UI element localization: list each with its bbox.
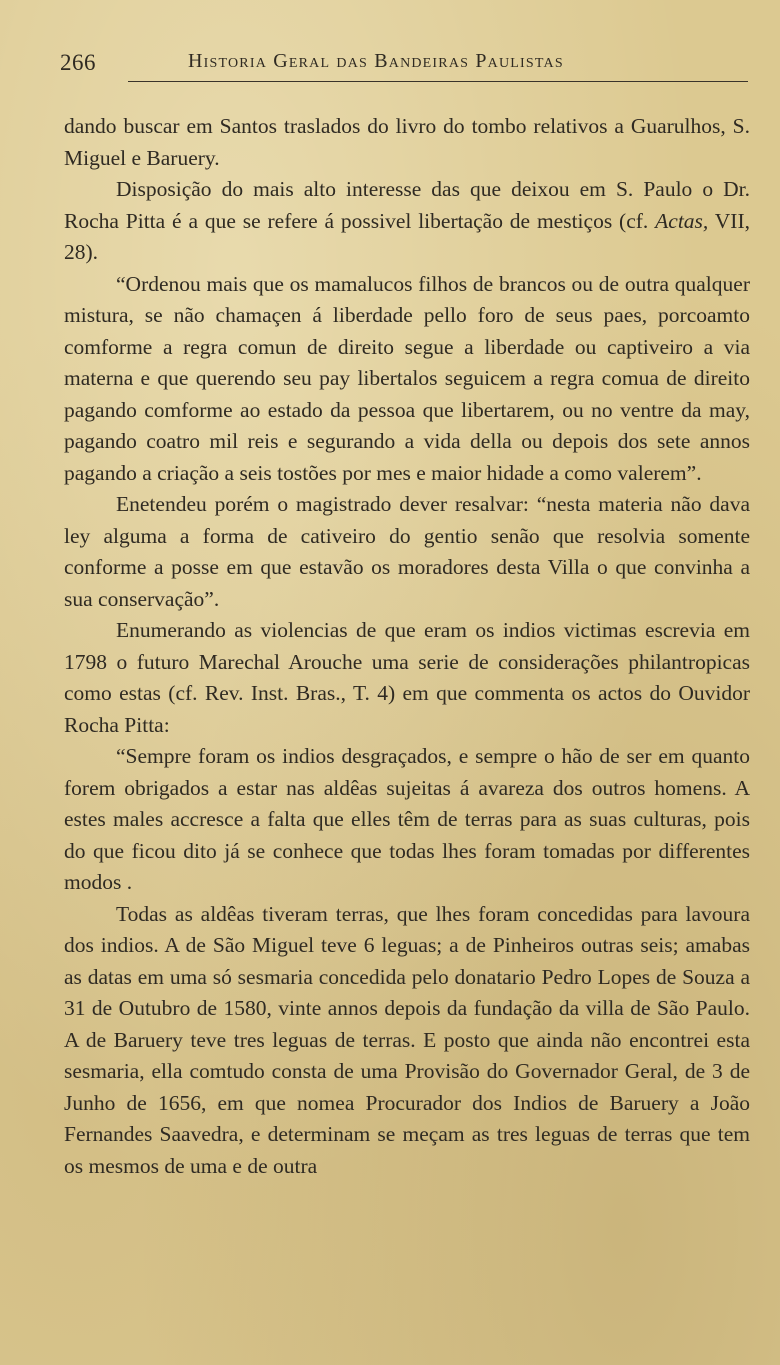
paragraph-quote-sempre: “Sempre foram os indios desgraçados, e sempre o hão de ser em quanto forem obrigados a estar nas aldêas sujeitas á avareza dos outros homens. A estes males accresce a falta que elles têm de terras para as suas culturas, pois do que ficou dito já se conhece que todas lhes foram tomadas por differentes modos . bbox=[64, 744, 750, 894]
paragraph-enetendeu: Enetendeu porém o magistrado dever resalvar: “nesta materia não dava ley alguma a forma de cativeiro do gentio senão que resolvia somente conforme a posse em que estavão os moradores desta Villa o que convinha a sua conservação”. bbox=[64, 492, 750, 611]
header-rule bbox=[128, 81, 748, 82]
running-title: Historia Geral das Bandeiras Paulistas bbox=[188, 50, 564, 72]
paragraph-disposicao bbox=[64, 174, 750, 269]
page-number: 266 bbox=[60, 50, 96, 75]
running-header bbox=[58, 44, 748, 84]
italic-citation: Actas, bbox=[655, 208, 709, 233]
paragraph-text: Disposição do mais alto interesse das que deixou em S. Paulo o Dr. Rocha Pitta é a que se refere á possivel libertação de mestiços (cf. bbox=[64, 177, 750, 233]
body-text bbox=[64, 111, 750, 1182]
paragraph-continuation: dando buscar em Santos traslados do livro do tombo relativos a Guarulhos, S. Miguel e Baruery. bbox=[64, 114, 750, 170]
paragraph-text: VII, 28). bbox=[64, 208, 751, 264]
paragraph-quote-ordenou: “Ordenou mais que os mamalucos filhos de brancos ou de outra qualquer mistura, se não chamaçen á liberdade pello foro de seus paes, porcoamto comforme a regra comun de direito segue a liberdade ou captiveiro a via materna e que querendo seu pay libertalos seguicem a regra comua de direito pagando comforme ao estado da pessoa que libertarem, ou no ventre da may, pagando coatro mil reis e segurando a vida della ou depois dos sete annos pagando a criação a seis tostões por mes e maior hidade a como valerem”. bbox=[64, 271, 750, 485]
paragraph-enumerando: Enumerando as violencias de que eram os indios victimas escrevia em 1798 o futuro Marechal Arouche uma serie de considerações philantropicas como estas (cf. Rev. Inst. Bras., T. 4) em que commenta os actos do Ouvidor Rocha Pitta: bbox=[64, 618, 750, 737]
paragraph-todas-aldeas: Todas as aldêas tiveram terras, que lhes foram concedidas para lavoura dos indios. A de São Miguel teve 6 leguas; a de Pinheiros outras seis; amabas as datas em uma só sesmaria concedida pelo donatario Pedro Lopes de Souza a 31 de Outubro de 1580, vinte annos depois da fundação da villa de São Paulo. A de Baruery teve tres leguas de terras. E posto que ainda não encontrei esta sesmaria, ella comtudo consta de uma Provisão do Governador Geral, de 3 de Junho de 1656, em que nomea Procurador dos Indios de Baruery a João Fernandes Saavedra, e determinam se meçam as tres leguas de terras que tem os mesmos de uma e de outra bbox=[64, 901, 750, 1178]
